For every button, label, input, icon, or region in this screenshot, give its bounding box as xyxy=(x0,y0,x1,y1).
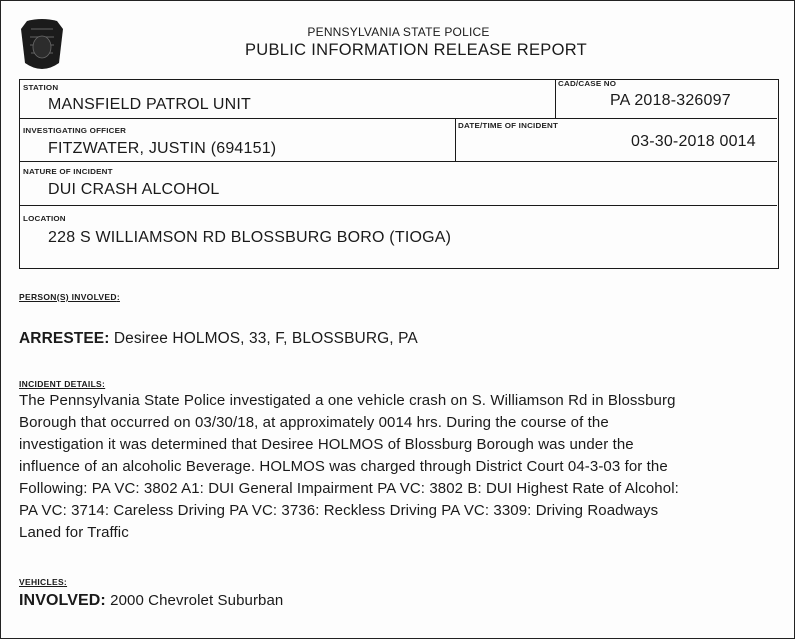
case-number-cell xyxy=(555,80,777,118)
report-title: PUBLIC INFORMATION RELEASE REPORT xyxy=(244,41,588,59)
narrative-line: PA VC: 3714: Careless Driving PA VC: 3736: Reckless Driving PA VC: 3309: Driving Roadways xyxy=(19,502,659,519)
narrative-line: Following: PA VC: 3802 A1: DUI General Impairment PA VC: 3802 B: DUI Highest Rate of Alcohol: xyxy=(19,480,679,497)
officer-cell xyxy=(20,118,455,161)
narrative-line: investigation it was determined that Desiree HOLMOS of Blossburg Borough was under the xyxy=(19,436,634,453)
arrestee-line xyxy=(19,328,418,350)
case-number-value: PA 2018-326097 xyxy=(610,92,731,109)
nature-cell xyxy=(20,161,777,205)
datetime-label: DATE/TIME OF INCIDENT xyxy=(458,121,559,130)
location-value: 228 S WILLIAMSON RD BLOSSBURG BORO (TIOGA) xyxy=(48,229,452,246)
datetime-value: 03-30-2018 0014 xyxy=(631,133,756,150)
narrative-line: Laned for Traffic xyxy=(19,524,129,541)
narrative-line: influence of an alcoholic Beverage. HOLMOS was charged through District Court 04-3-03 for the xyxy=(19,458,668,475)
officer-label: INVESTIGATING OFFICER xyxy=(23,126,127,135)
station-cell xyxy=(20,80,555,118)
incident-section-label: INCIDENT DETAILS: xyxy=(19,379,106,389)
vehicle-involved-label: INVOLVED: xyxy=(19,592,106,609)
vehicles-section-label: VEHICLES: xyxy=(19,577,68,587)
station-value: MANSFIELD PATROL UNIT xyxy=(48,96,252,113)
case-number-label: CAD/CASE NO xyxy=(558,79,617,88)
arrestee-label: ARRESTEE: xyxy=(19,330,110,347)
agency-heading: PENNSYLVANIA STATE POLICE xyxy=(307,25,490,39)
officer-value: FITZWATER, JUSTIN (694151) xyxy=(48,140,277,157)
persons-section-label: PERSON(S) INVOLVED: xyxy=(19,292,120,302)
datetime-cell xyxy=(455,118,777,161)
incident-form-box xyxy=(19,79,779,269)
station-label: STATION xyxy=(23,83,59,92)
narrative-line: Borough that occurred on 03/30/18, at approximately 0014 hrs. During the course of the xyxy=(19,414,609,431)
nature-label: NATURE OF INCIDENT xyxy=(23,167,113,176)
arrestee-value: Desiree HOLMOS, 33, F, BLOSSBURG, PA xyxy=(113,330,418,347)
location-label: LOCATION xyxy=(23,214,66,223)
narrative-line: The Pennsylvania State Police investigated a one vehicle crash on S. Williamson Rd in Blossburg xyxy=(19,392,676,409)
vehicle-line xyxy=(19,590,283,612)
nature-value: DUI CRASH ALCOHOL xyxy=(48,181,220,198)
incident-narrative xyxy=(19,390,789,544)
vehicle-involved-value: 2000 Chevrolet Suburban xyxy=(110,592,284,609)
location-cell xyxy=(20,205,777,268)
